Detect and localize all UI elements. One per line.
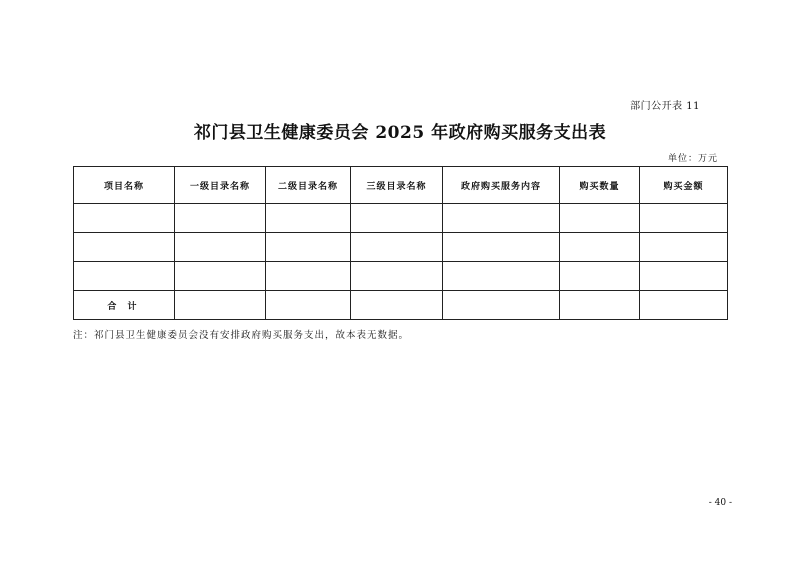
table-cell xyxy=(443,233,560,262)
table-cell xyxy=(175,291,266,320)
table-cell xyxy=(74,233,175,262)
table-header-row xyxy=(74,167,728,204)
table-cell xyxy=(351,233,443,262)
document-table-label: 部门公开表 11 xyxy=(630,101,700,112)
column-header-level2-category: 二级目录名称 xyxy=(266,167,351,204)
table-cell xyxy=(175,204,266,233)
table-cell xyxy=(351,291,443,320)
table-cell xyxy=(266,291,351,320)
table-cell xyxy=(640,291,728,320)
table-cell xyxy=(74,262,175,291)
table-cell xyxy=(560,262,640,291)
page-title: 祁门县卫生健康委员会 2025 年政府购买服务支出表 xyxy=(193,123,607,143)
column-header-level3-category: 三级目录名称 xyxy=(351,167,443,204)
table-cell xyxy=(266,262,351,291)
column-header-project-name: 项目名称 xyxy=(74,167,175,204)
expenditure-table xyxy=(73,166,728,320)
table-cell xyxy=(640,204,728,233)
table-cell xyxy=(266,233,351,262)
column-header-service-content: 政府购买服务内容 xyxy=(443,167,560,204)
table-cell xyxy=(640,233,728,262)
table-total-row xyxy=(74,291,728,320)
table-cell xyxy=(351,204,443,233)
total-label: 合 计 xyxy=(74,291,175,320)
table-cell xyxy=(266,204,351,233)
table-cell xyxy=(640,262,728,291)
table-cell xyxy=(443,204,560,233)
column-header-amount: 购买金额 xyxy=(640,167,728,204)
table-cell xyxy=(560,233,640,262)
table-note: 注：祁门县卫生健康委员会没有安排政府购买服务支出，故本表无数据。 xyxy=(73,330,410,341)
table-row xyxy=(74,233,728,262)
table-cell xyxy=(560,291,640,320)
column-header-quantity: 购买数量 xyxy=(560,167,640,204)
page-number: - 40 - xyxy=(708,498,732,508)
table-cell xyxy=(443,262,560,291)
table-cell xyxy=(560,204,640,233)
table-cell xyxy=(74,204,175,233)
table-row xyxy=(74,204,728,233)
table-cell xyxy=(175,262,266,291)
table-cell xyxy=(443,291,560,320)
column-header-level1-category: 一级目录名称 xyxy=(175,167,266,204)
table-cell xyxy=(175,233,266,262)
unit-label: 单位：万元 xyxy=(667,154,718,164)
table-row xyxy=(74,262,728,291)
table-cell xyxy=(351,262,443,291)
